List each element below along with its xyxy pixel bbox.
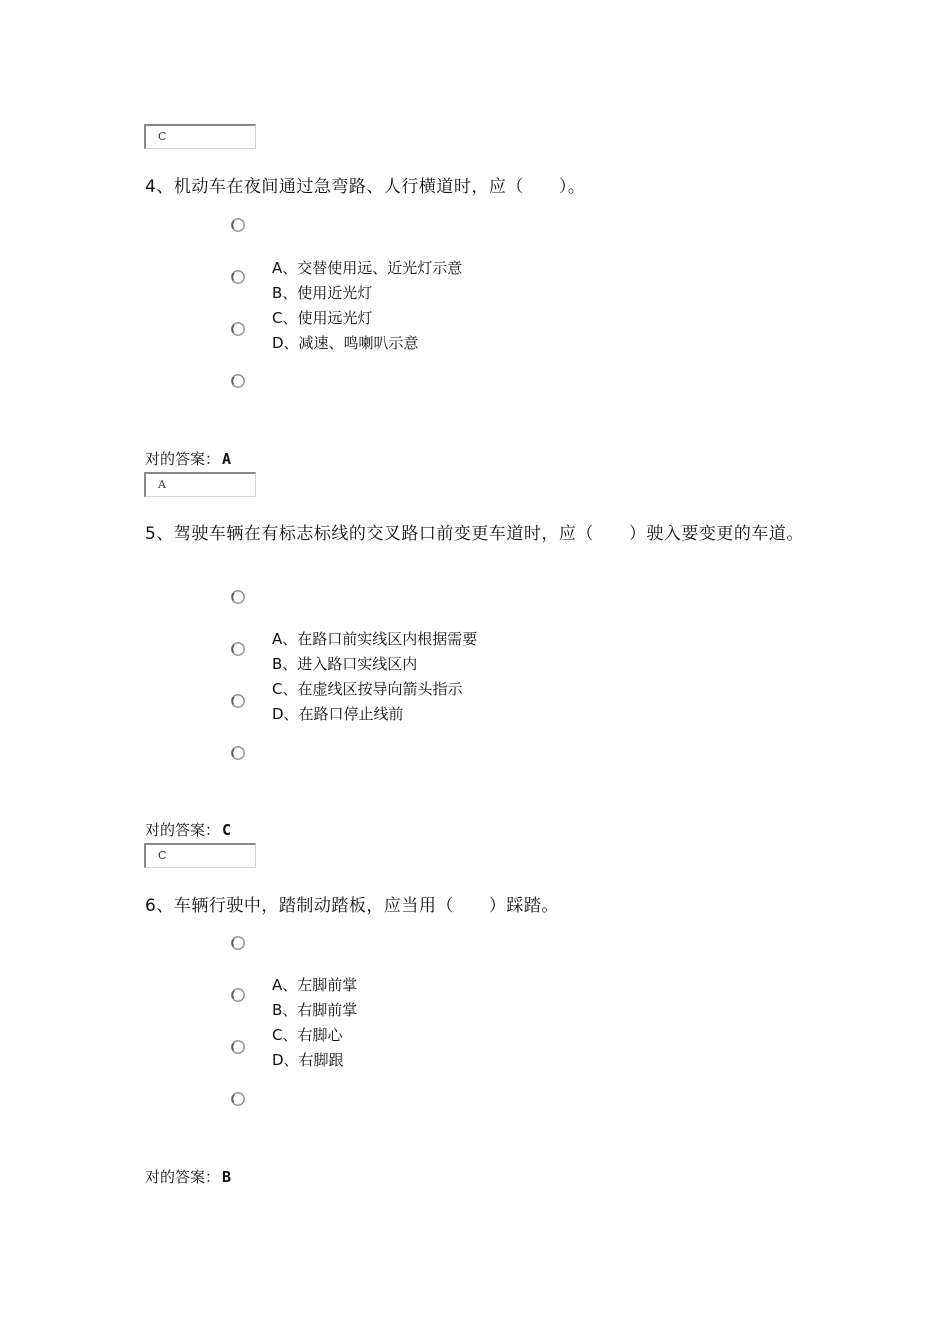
radio-option-a[interactable] [230, 217, 246, 233]
question-number: 4、 [145, 177, 174, 197]
radio-option-b[interactable] [230, 641, 246, 657]
correct-answer [145, 1166, 231, 1188]
question-text: 驾驶车辆在有标志标线的交叉路口前变更车道时，应（ ）驶入要变更的车道。 [173, 524, 804, 544]
option-d-label: D、在路口停止线前 [272, 705, 404, 723]
correct-answer-value: B [222, 1168, 232, 1186]
option-a-label: A、在路口前实线区内根据需要 [272, 630, 478, 648]
option-b-label: B、使用近光灯 [272, 284, 373, 302]
option-c-label: C、在虚线区按导向箭头指示 [272, 680, 463, 698]
option-d-label: D、减速、鸣喇叭示意 [272, 334, 419, 352]
question-number: 6、 [145, 896, 174, 916]
correct-answer-label: 对的答案： [145, 1168, 221, 1186]
question-text: 机动车在夜间通过急弯路、人行横道时，应（ ）。 [173, 177, 586, 197]
answer-box-value: C [158, 849, 167, 862]
radio-option-a[interactable] [230, 935, 246, 951]
question-number: 5、 [145, 524, 174, 544]
correct-answer-value: C [222, 821, 232, 839]
option-c-label: C、右脚心 [272, 1026, 343, 1044]
options-list [272, 256, 772, 356]
option-a-label: A、左脚前掌 [272, 976, 358, 994]
correct-answer [145, 448, 231, 470]
radio-option-b[interactable] [230, 987, 246, 1003]
radio-option-c[interactable] [230, 321, 246, 337]
options-list [272, 973, 772, 1073]
correct-answer [145, 819, 231, 841]
question-6-text [145, 894, 805, 919]
correct-answer-value: A [222, 450, 232, 468]
answer-box[interactable] [144, 843, 256, 868]
option-b-label: B、进入路口实线区内 [272, 655, 418, 673]
correct-answer-label: 对的答案： [145, 821, 221, 839]
option-a-label: A、交替使用远、近光灯示意 [272, 259, 463, 277]
answer-box[interactable] [144, 472, 256, 497]
question-text: 车辆行驶中，踏制动踏板，应当用（ ）踩踏。 [173, 896, 559, 916]
radio-option-d[interactable] [230, 373, 246, 389]
radio-option-d[interactable] [230, 1091, 246, 1107]
radio-option-c[interactable] [230, 693, 246, 709]
question-5-text [145, 522, 805, 547]
answer-box[interactable] [144, 124, 256, 149]
radio-option-a[interactable] [230, 589, 246, 605]
options-list [272, 627, 772, 727]
correct-answer-label: 对的答案： [145, 450, 221, 468]
radio-option-d[interactable] [230, 745, 246, 761]
option-d-label: D、右脚跟 [272, 1051, 344, 1069]
question-4-text [145, 175, 805, 200]
answer-box-value: A [158, 478, 166, 491]
option-c-label: C、使用远光灯 [272, 309, 373, 327]
radio-option-c[interactable] [230, 1039, 246, 1055]
answer-box-value: C [158, 130, 167, 143]
radio-option-b[interactable] [230, 269, 246, 285]
option-b-label: B、右脚前掌 [272, 1001, 358, 1019]
